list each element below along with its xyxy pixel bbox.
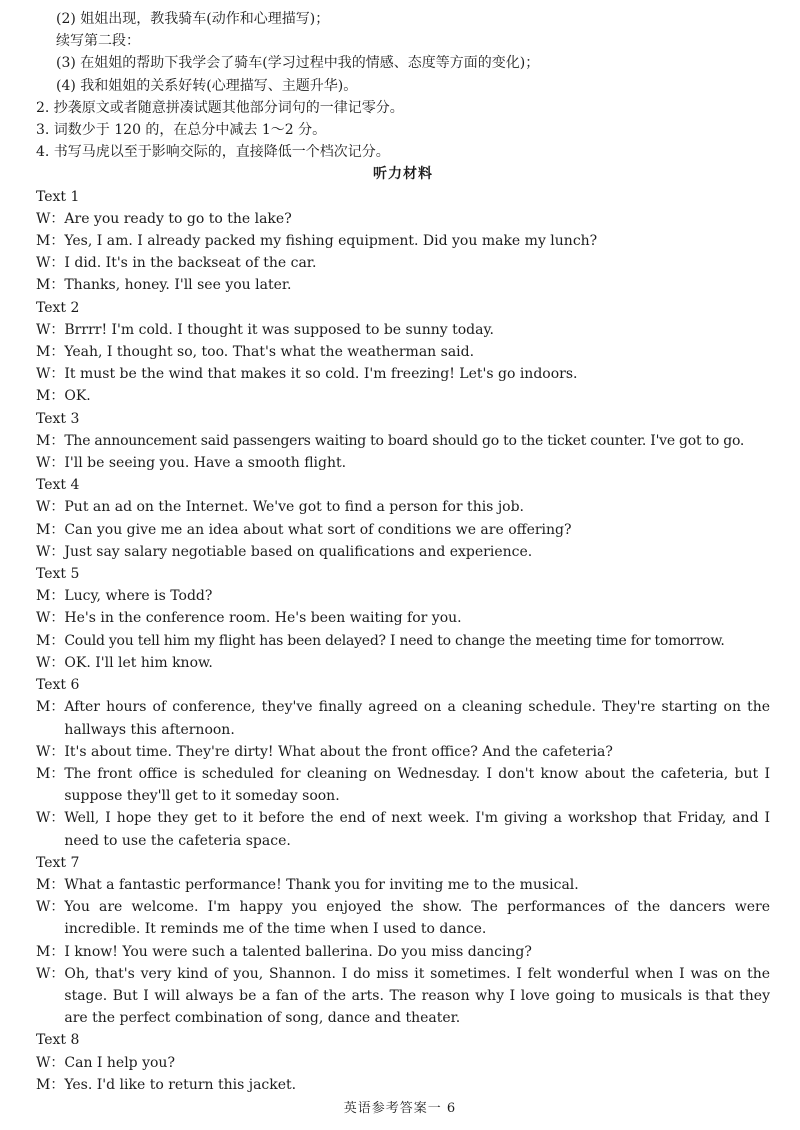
utterance: Just say salary negotiable based on qualifications and experience. <box>64 543 533 560</box>
utterance: I'll be seeing you. Have a smooth flight. <box>64 455 347 472</box>
text-label: Text 6 <box>36 677 80 694</box>
dialogue-line <box>36 607 770 629</box>
dialogue-line <box>36 319 770 341</box>
utterance: The announcement said passengers waiting to board should go to the ticket counter. I've got to go. <box>64 432 745 449</box>
utterance: Lucy, where is Todd? <box>64 588 213 605</box>
speaker: M： <box>36 588 65 605</box>
text-label: Text 2 <box>36 299 80 316</box>
speaker: M： <box>36 699 65 716</box>
dialogue-line <box>36 741 770 763</box>
dialogue-line <box>36 652 770 674</box>
dialogue-line <box>36 252 770 274</box>
speaker: W： <box>36 321 65 338</box>
utterance: It must be the wind that makes it so cold. I'm freezing! Let's go indoors. <box>64 366 578 383</box>
dialogue-line <box>36 896 770 940</box>
dialogue-line <box>36 874 770 896</box>
speaker: W： <box>36 455 65 472</box>
utterance: Oh, that's very kind of you, Shannon. I do miss it sometimes. I felt wonderful when I was on the stage. But I will always be a fan of the arts. The reason why I love going to musicals is that they are the perfect combination of song, dance and theater. <box>64 965 770 1027</box>
rule-4: 4. 书写马虎以至于影响交际的，直接降低一个档次记分。 <box>36 144 390 161</box>
utterance: Put an ad on the Internet. We've got to find a person for this job. <box>64 499 524 516</box>
utterance: Yes. I'd like to return this jacket. <box>64 1076 297 1093</box>
note-item-4: (4) 我和姐姐的关系好转(心理描写、主题升华)。 <box>56 77 358 94</box>
text-label: Text 7 <box>36 854 80 871</box>
dialogue-line <box>36 430 770 452</box>
speaker: M： <box>36 344 65 361</box>
speaker: M： <box>36 388 65 405</box>
dialogue-line <box>36 341 770 363</box>
speaker: W： <box>36 654 65 671</box>
utterance: Could you tell him my flight has been delayed? I need to change the meeting time for tomorrow. <box>64 632 725 649</box>
utterance: You are welcome. I'm happy you enjoyed the show. The performances of the dancers were incredible. It reminds me of the time when I used to dance. <box>64 899 770 938</box>
text-label: Text 5 <box>36 566 80 583</box>
dialogue-line <box>36 763 770 807</box>
dialogue-line <box>36 519 770 541</box>
speaker: W： <box>36 810 65 827</box>
dialogue-line <box>36 452 770 474</box>
utterance: Are you ready to go to the lake? <box>64 210 292 227</box>
dialogue-line <box>36 496 770 518</box>
speaker: W： <box>36 499 65 516</box>
speaker: W： <box>36 743 65 760</box>
note-item-2: (2) 姐姐出现，教我骑车(动作和心理描写)； <box>56 11 330 27</box>
text-label: Text 1 <box>36 188 80 205</box>
dialogue-line <box>36 385 770 407</box>
note-item-3: (3) 在姐姐的帮助下我学会了骑车(学习过程中我的情感、态度等方面的变化)； <box>56 55 540 72</box>
speaker: W： <box>36 899 65 916</box>
utterance: The front office is scheduled for cleaning on Wednesday. I don't know about the cafeteria, but I suppose they'll get to it someday soon. <box>64 765 770 805</box>
speaker: M： <box>36 277 65 294</box>
speaker: M： <box>36 876 65 893</box>
utterance: OK. I'll let him know. <box>64 654 213 671</box>
text-label: Text 3 <box>36 410 80 427</box>
utterance: I did. It's in the backseat of the car. <box>64 255 317 272</box>
speaker: M： <box>36 1076 65 1093</box>
speaker: M： <box>36 943 65 960</box>
dialogue-line <box>36 208 770 230</box>
dialogue-line <box>36 963 770 1030</box>
dialogue-line <box>36 630 770 652</box>
dialogue-line <box>36 941 770 963</box>
speaker: W： <box>36 255 65 272</box>
dialogue-line <box>36 363 770 385</box>
speaker: W： <box>36 1054 65 1071</box>
dialogue-line <box>36 1074 770 1096</box>
speaker: M： <box>36 233 65 250</box>
utterance: It's about time. They're dirty! What about the front office? And the cafeteria? <box>64 743 613 760</box>
dialogue-line <box>36 541 770 563</box>
text-label: Text 8 <box>36 1032 80 1049</box>
utterance: Yeah, I thought so, too. That's what the weatherman said. <box>64 344 475 361</box>
utterance: What a fantastic performance! Thank you for inviting me to the musical. <box>64 876 579 893</box>
dialogue-line <box>36 1052 770 1074</box>
speaker: M： <box>36 521 65 538</box>
page-footer: 英语参考答案一 6 <box>343 1100 457 1116</box>
speaker: W： <box>36 210 65 227</box>
speaker: M： <box>36 632 65 649</box>
rule-3: 3. 词数少于 120 的，在总分中减去 1～2 分。 <box>36 122 327 139</box>
speaker: W： <box>36 610 65 627</box>
utterance: Can I help you? <box>64 1054 175 1071</box>
speaker: M： <box>36 432 65 449</box>
speaker: M： <box>36 765 65 782</box>
dialogue-line <box>36 696 770 740</box>
utterance: Can you give me an idea about what sort of conditions we are offering? <box>64 521 572 538</box>
speaker: W： <box>36 366 65 383</box>
section-title: 听力材料 <box>373 166 433 183</box>
dialogue-line <box>36 230 770 252</box>
speaker: W： <box>36 543 65 560</box>
text-label: Text 4 <box>36 477 80 494</box>
dialogue-line <box>36 807 770 851</box>
speaker: W： <box>36 965 65 982</box>
dialogue-line <box>36 585 770 607</box>
utterance: He's in the conference room. He's been waiting for you. <box>64 610 462 627</box>
utterance: Well, I hope they get to it before the end of next week. I'm giving a workshop that Friday, and I need to use the cafeteria space. <box>64 810 770 849</box>
utterance: Yes, I am. I already packed my fishing equipment. Did you make my lunch? <box>64 233 598 250</box>
utterance: OK. <box>64 388 91 405</box>
dialogue-line <box>36 274 770 296</box>
rule-2: 2. 抄袭原文或者随意拼凑试题其他部分词句的一律记零分。 <box>36 99 404 116</box>
utterance: Thanks, honey. I'll see you later. <box>64 277 292 294</box>
continuation-heading: 续写第二段： <box>56 33 140 50</box>
utterance: After hours of conference, they've finally agreed on a cleaning schedule. They're starting on the hallways this afternoon. <box>64 699 770 738</box>
utterance: Brrrr! I'm cold. I thought it was supposed to be sunny today. <box>64 321 494 338</box>
utterance: I know! You were such a talented ballerina. Do you miss dancing? <box>64 943 532 960</box>
